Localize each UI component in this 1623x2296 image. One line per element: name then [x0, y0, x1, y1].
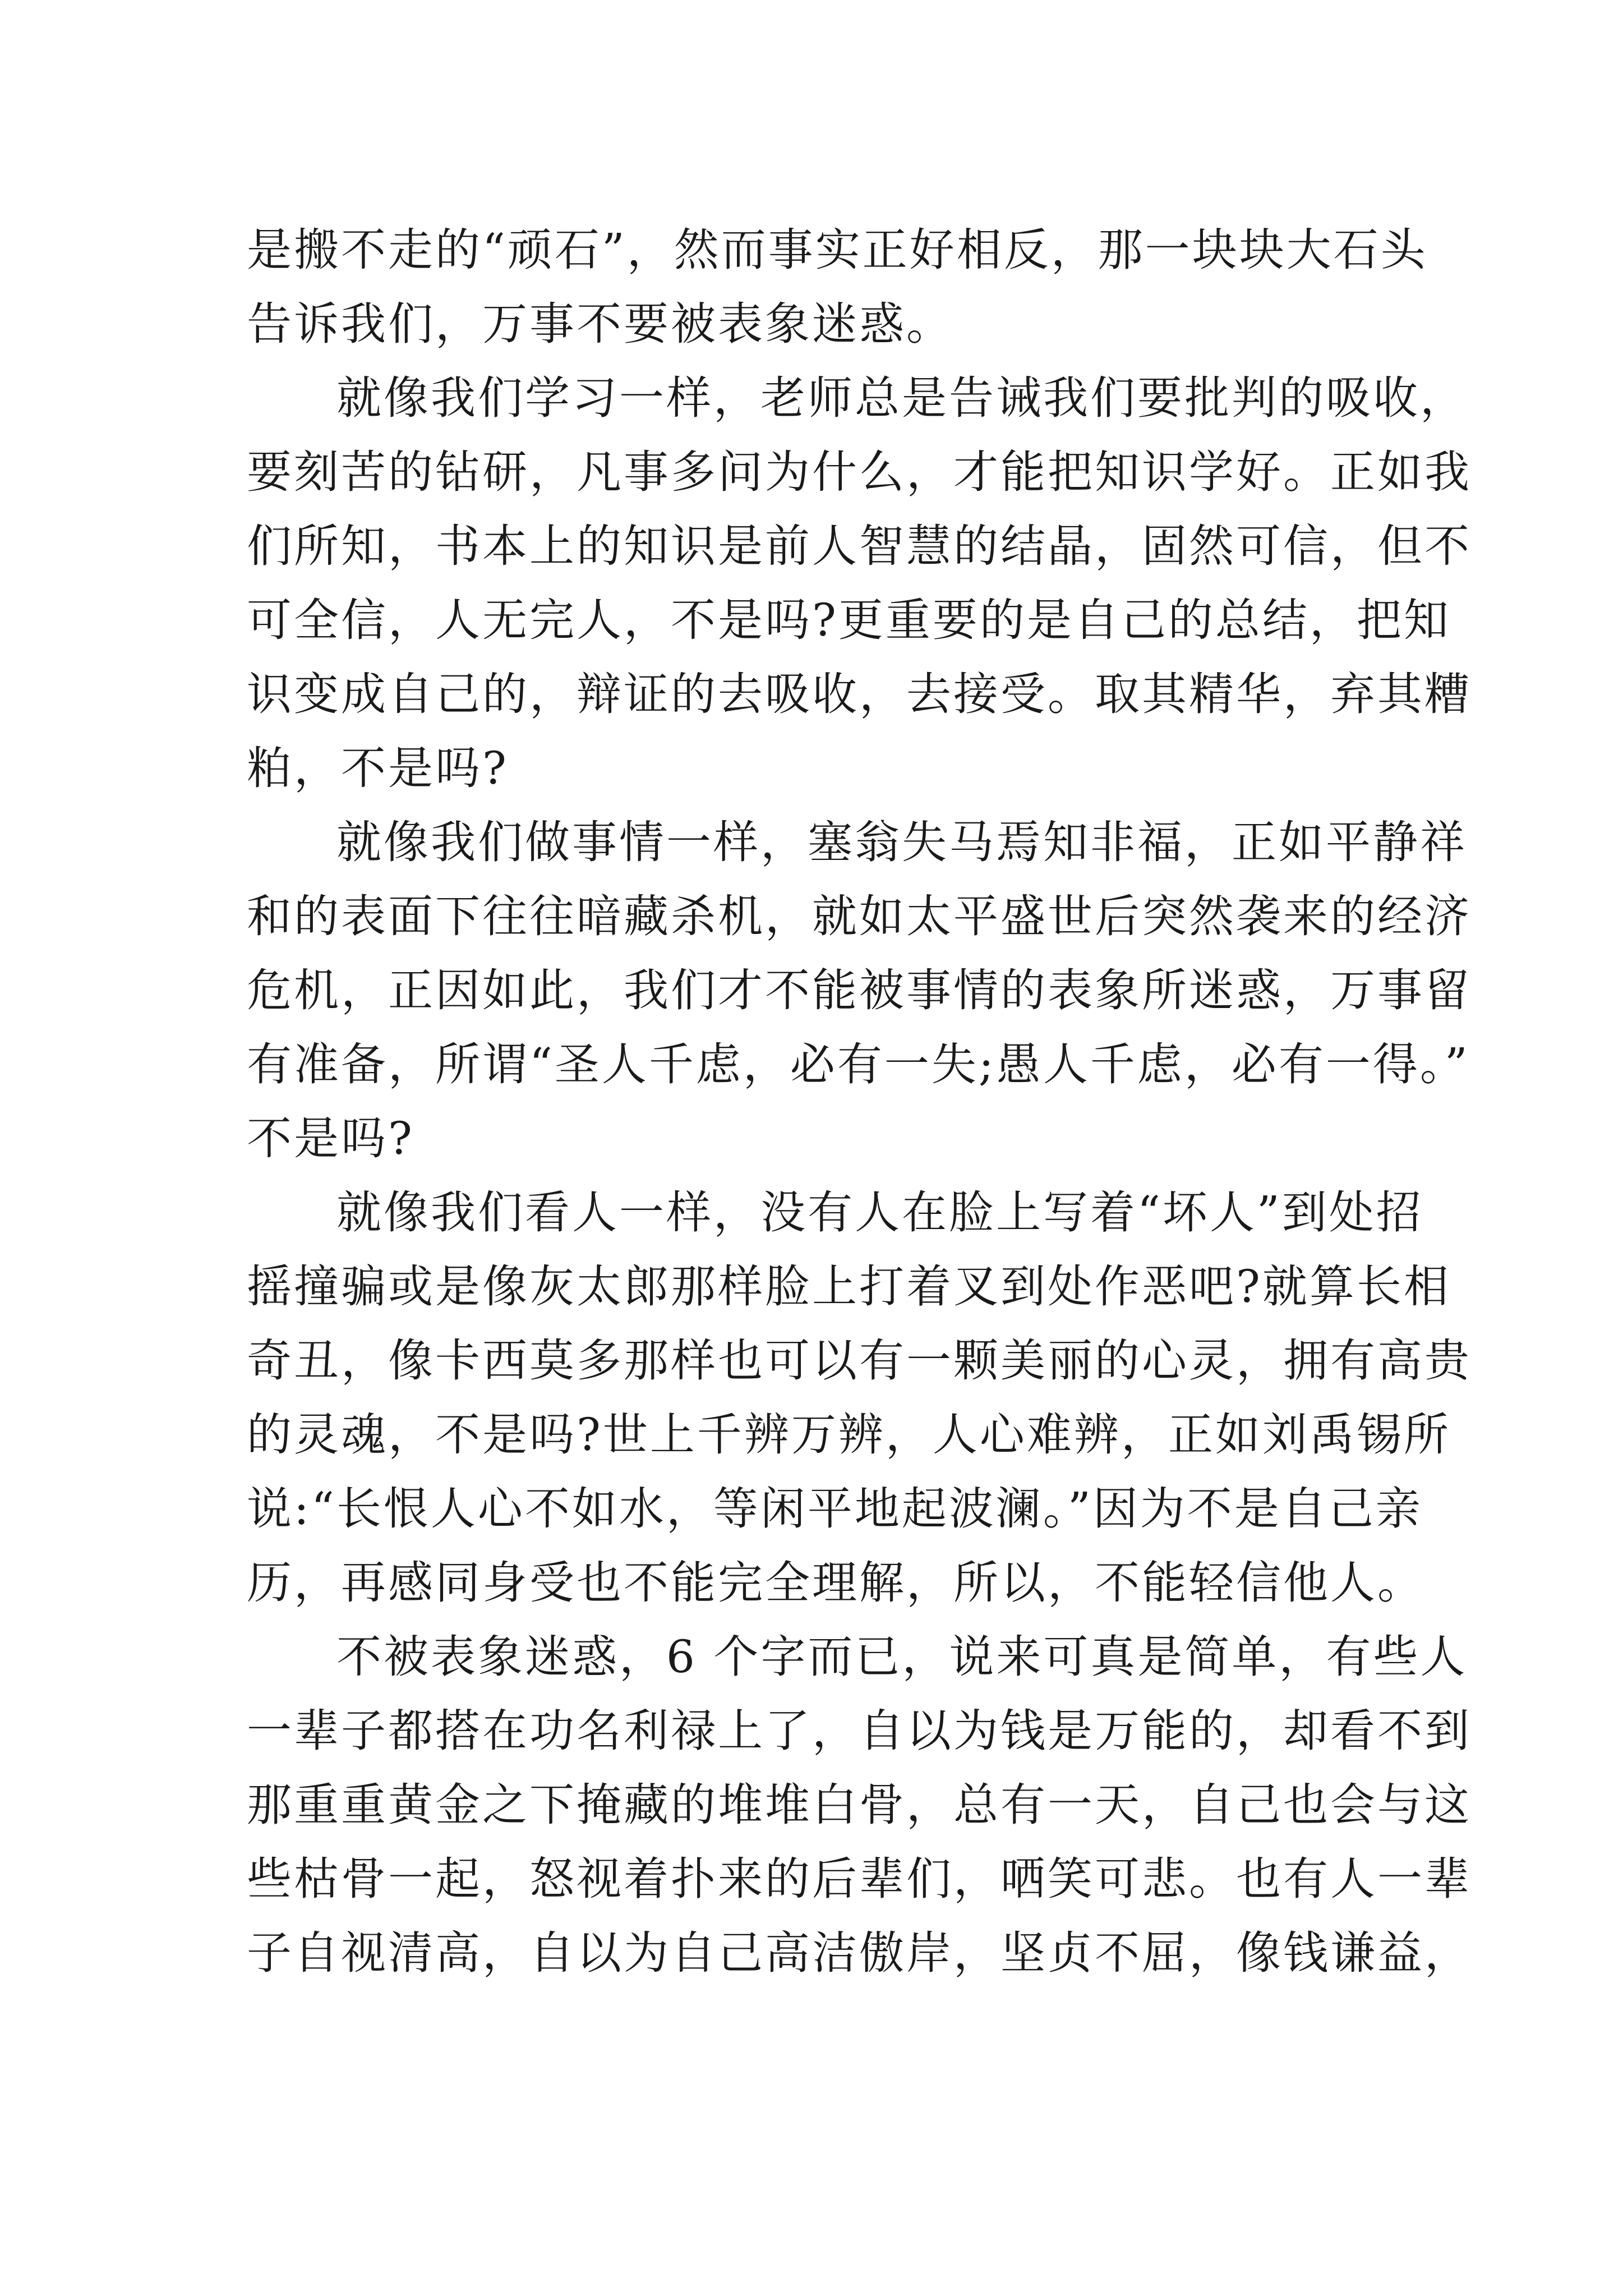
text-line: 识变成自己的，辩证的去吸收，去接受。取其精华，弃其糟	[247, 668, 1472, 720]
text-line: 奇丑，像卡西莫多那样也可以有一颗美丽的心灵，拥有高贵	[247, 1335, 1472, 1387]
text-line: 子自视清高，自以为自己高洁傲岸，坚贞不屈，像钱谦益，	[247, 1927, 1472, 1979]
text-line: 那重重黄金之下掩藏的堆堆白骨，总有一天，自己也会与这	[247, 1779, 1472, 1831]
text-line: 说:“长恨人心不如水，等闲平地起波澜。”因为不是自己亲	[247, 1483, 1423, 1535]
text-line: 不是吗?	[247, 1112, 414, 1165]
text-line: 有准备，所谓“圣人千虑，必有一失;愚人千虑，必有一得。”	[247, 1038, 1470, 1091]
text-line: 些枯骨一起，怒视着扑来的后辈们，哂笑可悲。也有人一辈	[247, 1853, 1472, 1905]
text-line: 粕，不是吗?	[247, 742, 509, 794]
text-line: 可全信，人无完人，不是吗?更重要的是自己的总结，把知	[247, 594, 1451, 646]
text-line: 危机，正因如此，我们才不能被事情的表象所迷惑，万事留	[247, 964, 1472, 1016]
text-line: 和的表面下往往暗藏杀机，就如太平盛世后突然袭来的经济	[247, 890, 1472, 942]
text-line: 摇撞骗或是像灰太郎那样脸上打着叉到处作恶吧?就算长相	[247, 1260, 1451, 1313]
text-line: 不被表象迷惑，6 个字而已，说来可真是简单，有些人	[336, 1631, 1468, 1683]
text-line: 就像我们学习一样，老师总是告诫我们要批判的吸收，	[336, 372, 1467, 424]
text-line: 们所知，书本上的知识是前人智慧的结晶，固然可信，但不	[247, 520, 1472, 572]
body-text	[247, 213, 1472, 1990]
text-line: 是搬不走的“顽石”，然而事实正好相反，那一块块大石头	[247, 224, 1428, 276]
text-line: 就像我们看人一样，没有人在脸上写着“坏人”到处招	[336, 1186, 1423, 1239]
text-line: 告诉我们，万事不要被表象迷惑。	[247, 298, 953, 350]
text-line: 历，再感同身受也不能完全理解，所以，不能轻信他人。	[247, 1557, 1424, 1609]
text-line: 要刻苦的钻研，凡事多问为什么，才能把知识学好。正如我	[247, 446, 1472, 498]
text-line: 一辈子都搭在功名利禄上了，自以为钱是万能的，却看不到	[247, 1705, 1472, 1757]
text-line: 就像我们做事情一样，塞翁失马焉知非福，正如平静祥	[336, 816, 1467, 868]
text-line: 的灵魂，不是吗?世上千辨万辨，人心难辨，正如刘禹锡所	[247, 1409, 1451, 1461]
